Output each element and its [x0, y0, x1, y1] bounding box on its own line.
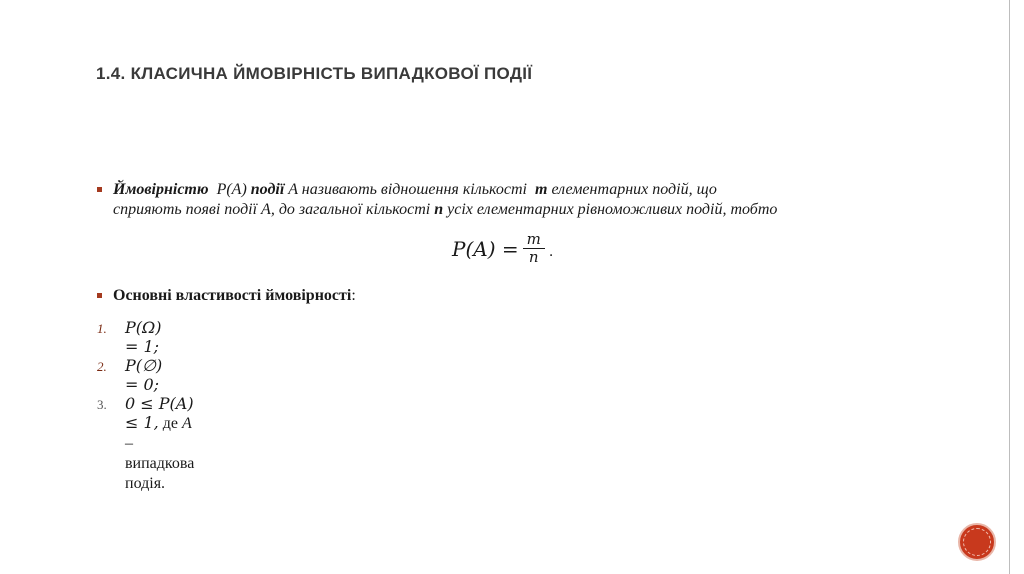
definition-paragraph [97, 180, 957, 220]
probability-formula [452, 231, 553, 266]
slide-title: 1.4. КЛАСИЧНА ЙМОВІРНІСТЬ ВИПАДКОВОЇ ПОДІЇ [96, 64, 533, 83]
property-expression-row [125, 394, 194, 493]
badge-inner-ring [963, 528, 991, 556]
list-number: 2. [97, 359, 107, 374]
n-symbol: n [434, 201, 444, 218]
definition-text-4: усіх елементарних рівноможливих подій, тобто [447, 201, 778, 218]
property-var: A [182, 415, 192, 432]
property-suffix-post: – випадкова подія. [125, 435, 195, 492]
formula-period: . [548, 244, 554, 260]
list-number: 3. [97, 397, 107, 412]
bullet-icon [97, 187, 102, 192]
a-symbol: A [288, 181, 298, 198]
definition-text-3: сприяють появі події A, до загальної кількості [113, 201, 431, 218]
slide-badge-icon [958, 523, 996, 561]
properties-heading: Основні властивості ймовірності [113, 287, 352, 304]
list-number: 1. [97, 321, 107, 336]
term-event: події [250, 181, 285, 198]
property-expression: 0 ≤ P(A) ≤ 1, [125, 394, 194, 432]
definition-text-1: називають відношення кількості [301, 181, 527, 198]
right-border-line [1009, 0, 1010, 574]
bullet-icon [97, 293, 102, 298]
fraction-numerator: m [526, 230, 541, 248]
m-symbol: m [534, 181, 548, 198]
properties-colon: : [351, 287, 356, 304]
property-suffix-pre: де [158, 415, 183, 432]
formula-lhs: P(A) = [452, 236, 519, 261]
fraction [523, 231, 545, 266]
properties-heading-row [97, 286, 356, 306]
property-expression: P(Ω) = 1; [125, 318, 162, 356]
term-probability: Ймовірністю [113, 181, 209, 198]
pa-symbol: P(A) [216, 181, 247, 198]
fraction-denominator: n [528, 248, 539, 266]
definition-block [97, 180, 957, 220]
definition-text-2: елементарних подій, що [551, 181, 717, 198]
property-expression: P(∅) = 0; [125, 356, 163, 394]
